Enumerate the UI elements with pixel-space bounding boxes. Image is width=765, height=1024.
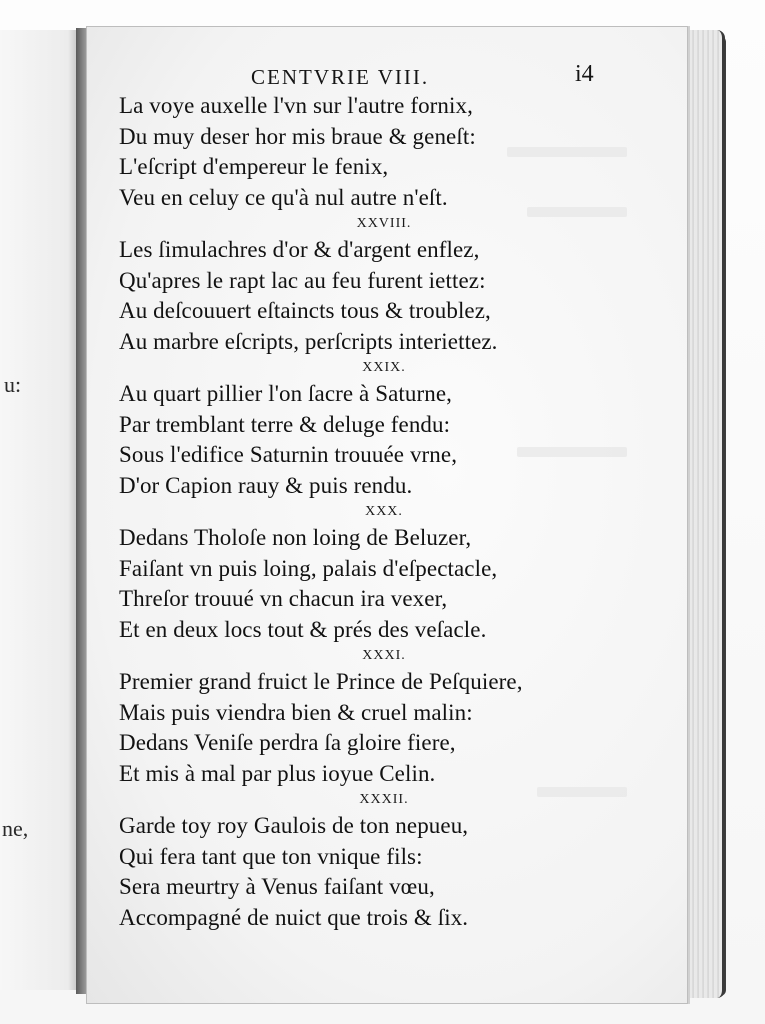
verse-line: L'eſcript d'empereur le fenix, bbox=[119, 154, 389, 179]
quatrain-number: XXVIII. bbox=[356, 216, 412, 231]
quatrain bbox=[119, 357, 639, 501]
verse-line: D'or Capion rauy & puis rendu. bbox=[119, 472, 413, 498]
quatrain bbox=[119, 501, 639, 645]
gutter bbox=[76, 28, 86, 994]
current-page bbox=[86, 26, 688, 1004]
verse-line: Par tremblant terre & deluge fendu: bbox=[119, 411, 451, 437]
left-page-fragment: u: bbox=[4, 372, 22, 397]
running-title: CENTVRIE VIII. bbox=[251, 65, 430, 89]
quatrain bbox=[119, 213, 639, 357]
verse-line: Du muy deser hor mis braue & geneſt: bbox=[119, 123, 476, 149]
quatrain-number: XXX. bbox=[365, 504, 403, 519]
verse-line: Veu en celuy ce qu'à nul autre n'eſt. bbox=[119, 184, 448, 210]
verse-line: Sera meurtry à Venus faiſant vœu, bbox=[119, 874, 435, 899]
verse-line: Accompagné de nuict que trois & ſix. bbox=[119, 904, 469, 930]
verse-line: Sous l'edifice Saturnin trouuée vrne, bbox=[119, 442, 458, 467]
verse-line: La voye auxelle l'vn sur l'autre fornix, bbox=[119, 93, 473, 118]
verse-line: Et mis à mal par plus ioyue Celin. bbox=[119, 760, 436, 786]
previous-page bbox=[0, 30, 82, 990]
verse-line: Qu'apres le rapt lac au feu furent iettez: bbox=[119, 267, 486, 293]
quatrain-number: XXXI. bbox=[362, 648, 406, 663]
verse-line: Au quart pillier l'on ſacre à Saturne, bbox=[119, 381, 453, 406]
verse-line: Premier grand fruict le Prince de Peſquiere, bbox=[119, 669, 523, 694]
verse-line: Qui fera tant que ton vnique fils: bbox=[119, 843, 423, 869]
verse-line: Les ſimulachres d'or & d'argent enflez, bbox=[119, 237, 480, 262]
verse-line: Et en deux locs tout & prés des veſacle. bbox=[119, 616, 487, 642]
quatrain bbox=[119, 789, 639, 933]
verse-line: Au marbre eſcripts, perſcripts interiettez. bbox=[119, 328, 498, 354]
quatrain-number: XXXII. bbox=[359, 792, 409, 807]
quatrain bbox=[119, 91, 639, 213]
verse-line: Threſor trouué vn chacun ira vexer, bbox=[119, 586, 448, 611]
folio-number: i4 bbox=[575, 61, 594, 87]
verse-line: Mais puis viendra bien & cruel malin: bbox=[119, 699, 473, 725]
verse-line: Dedans Tholoſe non loing de Beluzer, bbox=[119, 525, 472, 550]
quatrain-number: XXIX. bbox=[362, 360, 406, 375]
verse-line: Garde toy roy Gaulois de ton nepueu, bbox=[119, 813, 469, 838]
quatrain bbox=[119, 645, 639, 789]
verse-line: Dedans Veniſe perdra ſa gloire fiere, bbox=[119, 730, 456, 755]
verse-text bbox=[119, 91, 639, 933]
left-page-fragment: ne, bbox=[2, 816, 29, 841]
verse-line: Au deſcouuert eſtaincts tous & troublez, bbox=[119, 298, 491, 323]
verse-line: Faiſant vn puis loing, palais d'eſpectacle, bbox=[119, 555, 498, 581]
